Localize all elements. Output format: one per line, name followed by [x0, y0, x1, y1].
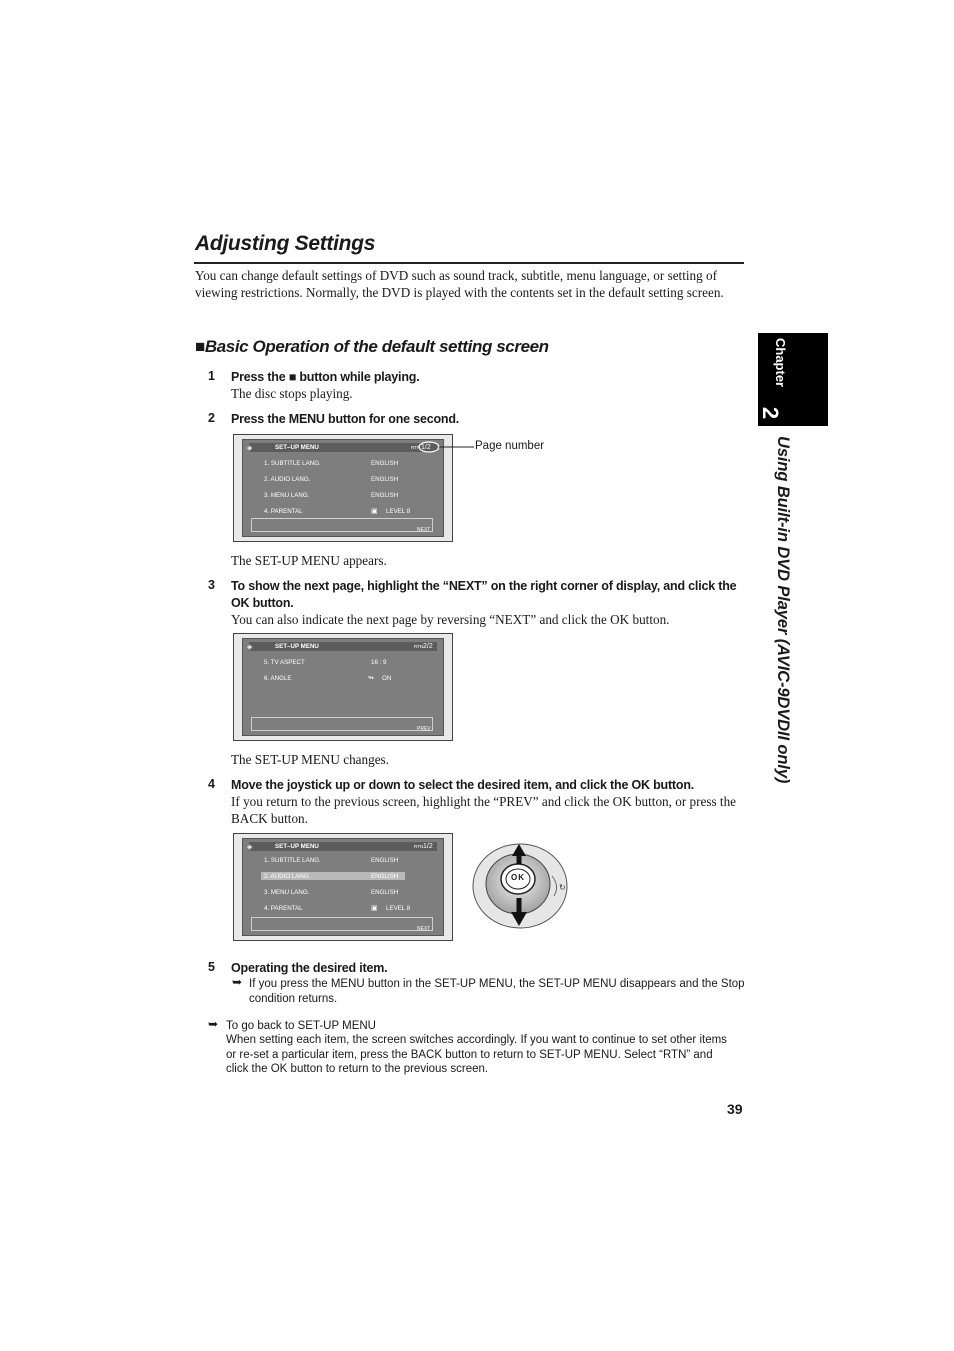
ok-button-label: OK	[511, 873, 525, 882]
chapter-label: Chapter	[773, 338, 788, 388]
step-number: 4	[208, 777, 215, 791]
page-indicator: 2/2	[423, 643, 433, 650]
tip-title: To go back to SET-UP MENU	[226, 1020, 376, 1032]
setup-menu-screen	[233, 633, 453, 741]
menu-item-label: 3. MENU LANG.	[264, 889, 310, 896]
step-body: The disc stops playing.	[231, 386, 353, 401]
rtn-label: RTN	[414, 844, 424, 849]
menu-item-value: ON	[382, 675, 392, 682]
disc-icon: ◈	[247, 844, 253, 851]
menu-item-label: 5. TV ASPECT	[264, 659, 305, 666]
step-number: 2	[208, 411, 215, 425]
rtn-label: RTN	[411, 445, 421, 450]
step-note: If you press the MENU button in the SET-UP MENU, the SET-UP MENU disappears and the Stop condition returns.	[249, 978, 745, 1005]
step-body: If you return to the previous screen, highlight the “PREV” and click the OK button, or press the BACK button.	[231, 794, 737, 826]
screen-title: SET–UP MENU	[275, 643, 319, 650]
menu-item-label: 1. SUBTITLE LANG.	[264, 460, 321, 467]
menu-item-label: 2. AUDIO LANG.	[264, 476, 311, 483]
next-label: NEXT	[417, 527, 431, 533]
page-title: Adjusting Settings	[195, 232, 376, 255]
step-body: The SET-UP MENU appears.	[231, 553, 387, 568]
parental-lock-icon: ▣	[371, 508, 378, 515]
page-number: 39	[727, 1101, 743, 1117]
page-indicator: 1/2	[421, 444, 431, 451]
menu-item-value: LEVEL 8	[386, 508, 411, 515]
menu-item-label: 2. AUDIO LANG.	[264, 873, 311, 880]
callout-label: Page number	[475, 440, 545, 452]
parental-lock-icon: ▣	[371, 905, 378, 912]
menu-item-label: 1. SUBTITLE LANG.	[264, 857, 321, 864]
intro-paragraph: You can change default settings of DVD such as sound track, subtitle, menu language, or setting of viewing restrictions. Normally, the DVD is played with the contents set in the default setting screen.	[195, 268, 724, 300]
page-indicator: 1/2	[423, 843, 433, 850]
step-number: 1	[208, 369, 215, 383]
step-number: 3	[208, 578, 215, 592]
section-heading: ■Basic Operation of the default setting screen	[195, 337, 549, 356]
setup-menu-screen	[233, 833, 453, 941]
joystick-icon	[468, 838, 572, 936]
step-instruction: Operating the desired item.	[231, 961, 388, 975]
disc-icon: ◈	[247, 445, 253, 452]
rtn-label: RTN	[414, 644, 424, 649]
svg-text:↻: ↻	[559, 883, 566, 892]
screen-title: SET–UP MENU	[275, 444, 319, 451]
screen-title: SET–UP MENU	[275, 843, 319, 850]
step-body: The SET-UP MENU changes.	[231, 752, 389, 767]
step-instruction: Press the MENU button for one second.	[231, 412, 460, 426]
prev-label: PREV	[417, 726, 431, 732]
menu-item-label: 4. PARENTAL	[264, 508, 303, 515]
screen-footer-bar	[251, 717, 433, 731]
step-instruction: Move the joystick up or down to select the desired item, and click the OK button.	[231, 778, 695, 792]
title-rule	[194, 262, 744, 264]
menu-item-value: LEVEL 8	[386, 905, 411, 912]
tip-body: When setting each item, the screen switches accordingly. If you want to continue to set other items or re-set a particular item, press the BACK button to return to SET-UP MENU. Select “RTN” and click the OK button to return to the previous screen.	[226, 1034, 727, 1075]
chapter-title: Using Built-in DVD Player (AVIC-9DVDII only)	[774, 436, 792, 784]
screen-footer-bar	[251, 518, 433, 532]
disc-icon: ◈	[247, 644, 253, 651]
screen-footer-bar	[251, 917, 433, 931]
menu-item-value: ENGLISH	[371, 857, 399, 864]
menu-item-value: 16 : 9	[371, 659, 387, 666]
next-label: NEXT	[417, 926, 431, 932]
step-body: You can also indicate the next page by reversing “NEXT” and click the OK button.	[231, 612, 670, 627]
chapter-number: 2	[758, 406, 784, 420]
menu-item-label: 4. PARENTAL	[264, 905, 303, 912]
step-instruction: Press the ■ button while playing.	[231, 370, 420, 384]
menu-item-value: ENGLISH	[371, 873, 399, 880]
menu-item-label: 3. MENU LANG.	[264, 492, 310, 499]
menu-item-value: ENGLISH	[371, 460, 399, 467]
menu-item-value: ENGLISH	[371, 492, 399, 499]
menu-item-value: ENGLISH	[371, 889, 399, 896]
step-instruction: To show the next page, highlight the “NEXT” on the right corner of display, and click the OK button.	[231, 579, 737, 610]
joystick-illustration	[468, 838, 572, 936]
step-number: 5	[208, 960, 215, 974]
menu-item-value: ENGLISH	[371, 476, 399, 483]
page-number-ring	[419, 442, 439, 452]
page-number-callout	[410, 440, 480, 456]
hook-arrow-icon: ➥	[232, 975, 243, 989]
hook-arrow-icon: ➥	[208, 1017, 219, 1031]
menu-item-label: 6. ANGLE	[264, 675, 292, 682]
angle-icon: ↬	[368, 675, 374, 682]
